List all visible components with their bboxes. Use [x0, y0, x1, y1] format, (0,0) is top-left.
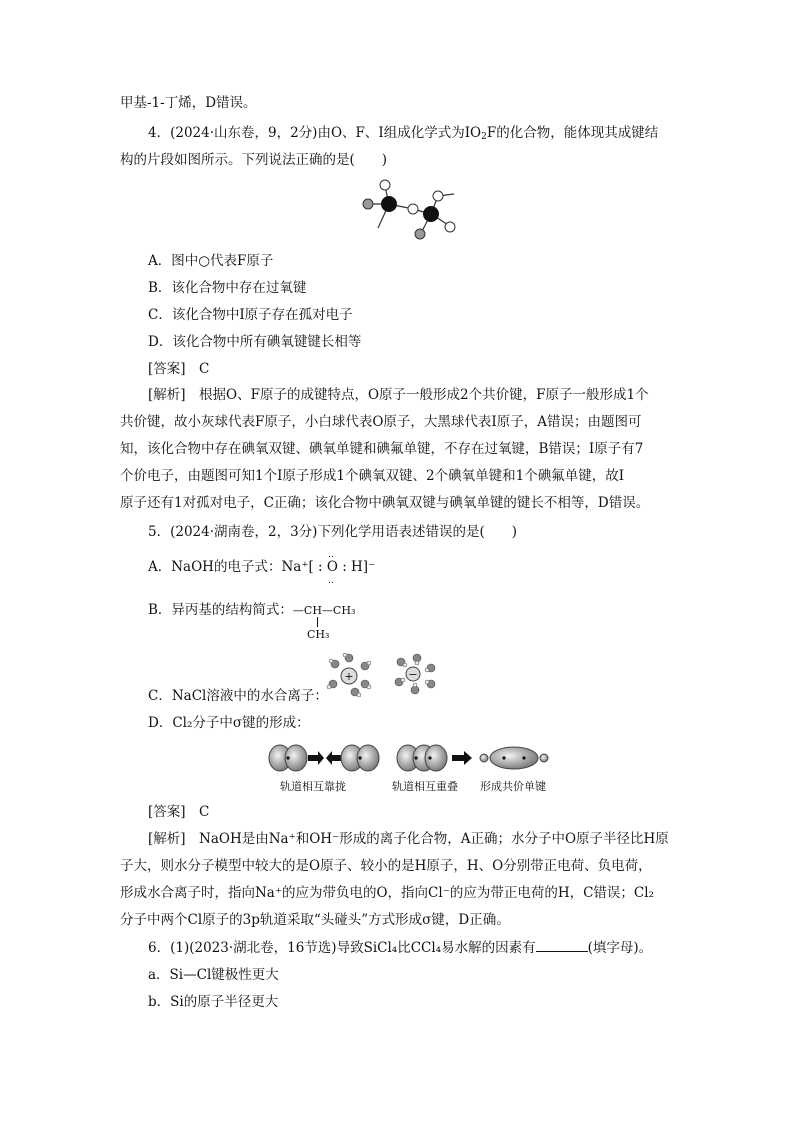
q4-analysis-line1: [解析] 根据O、F原子的成键特点，O原子一般形成2个共价键，F原子一般形成1个	[148, 387, 649, 403]
isopropyl-branch: CH₃	[307, 628, 330, 641]
caption-overlap: 轨道相互重叠	[392, 780, 458, 793]
isopropyl-main-chain: —CH—CH₃	[292, 604, 356, 617]
q5-analysis-line2: 子大，则水分子模型中较大的是O原子、较小的是H原子，H、O分别带正电荷、负电荷，	[120, 858, 652, 874]
hydrated-ions-diagram	[325, 652, 443, 698]
caption-single-bond: 形成共价单键	[480, 780, 546, 793]
q4-analysis-line2: 共价键，故小灰球代表F原子，小白球代表O原子，大黑球代表I原子，A错误；由题图可	[120, 414, 642, 430]
q5-option-a: A．NaOH的电子式：Na⁺[ : O : H]⁻	[148, 559, 376, 575]
caption-approach: 轨道相互靠拢	[280, 780, 346, 793]
q6-option-b: b．Si的原子半径更大	[148, 994, 279, 1010]
sigma-bond-formation-diagram	[266, 742, 558, 776]
answer-blank[interactable]	[536, 939, 588, 952]
continuation-text: 甲基-1-丁烯，D错误。	[120, 95, 257, 111]
q4-option-b: B．该化合物中存在过氧键	[148, 280, 307, 296]
svg-text:−: −	[408, 668, 418, 681]
q5-option-b: B．异丙基的结构简式：—CH—CH₃	[148, 602, 356, 618]
q4-answer: [答案] C	[148, 361, 210, 377]
q4-option-d: D．该化合物中所有碘氧键键长相等	[148, 334, 362, 350]
q4-analysis-line4: 个价电子，由题图可知1个I原子形成1个碘氧双键、2个碘氧单键和1个碘氟单键，故I	[120, 468, 625, 484]
q4-stem-line2: 构的片段如图所示。下列说法正确的是( )	[120, 152, 388, 168]
iodine-compound-structure-diagram	[358, 176, 468, 242]
svg-text:+: +	[344, 670, 354, 683]
electron-dots-top: ‥	[328, 550, 335, 560]
q4-option-a: A．图中○代表F原子	[148, 253, 274, 269]
q5-analysis-line1: [解析] NaOH是由Na⁺和OH⁻形成的离子化合物，A正确；水分子中O原子半径比H原	[148, 831, 669, 847]
q4-option-c: C．该化合物中I原子存在孤对电子	[148, 307, 353, 323]
q5-answer: [答案] C	[148, 804, 210, 820]
naoh-electron-formula: Na⁺[ : O : H]⁻	[281, 559, 376, 575]
q6-option-a: a．Si—Cl键极性更大	[148, 967, 279, 983]
electron-dots-bottom: ‥	[328, 576, 335, 586]
q4-analysis-line5: 原子还有1对孤对电子，C正确；该化合物中碘氧双键与碘氧单键的键长不相等，D错误。	[120, 495, 650, 511]
q5-option-d: D．Cl₂分子中σ键的形成：	[148, 715, 310, 731]
q5-stem: 5．(2024·湖南卷，2，3分)下列化学用语表述错误的是( )	[148, 524, 517, 540]
q5-analysis-line3: 形成水合离子时，指向Na⁺的应为带负电的O，指向Cl⁻的应为带正电荷的H，C错误；Cl₂	[120, 885, 654, 901]
q4-stem-line1: 4．(2024·山东卷，9，2分)由O、F、I组成化学式为$IO_2F$的化合物，能体现其成键结	[148, 125, 659, 142]
q5-option-c: C．NaCl溶液中的水合离子：	[148, 688, 328, 704]
q5-analysis-line4: 分子中两个Cl原子的3p轨道采取“头碰头”方式形成σ键，D正确。	[120, 912, 510, 928]
q4-analysis-line3: 知，该化合物中存在碘氧双键、碘氧单键和碘氟单键，不存在过氧键，B错误；I原子有7	[120, 441, 644, 457]
q6-stem: 6．(1)(2023·湖北卷，16节选)导致SiCl₄比CCl₄易水解的因素有 (填字母)。	[148, 940, 653, 956]
